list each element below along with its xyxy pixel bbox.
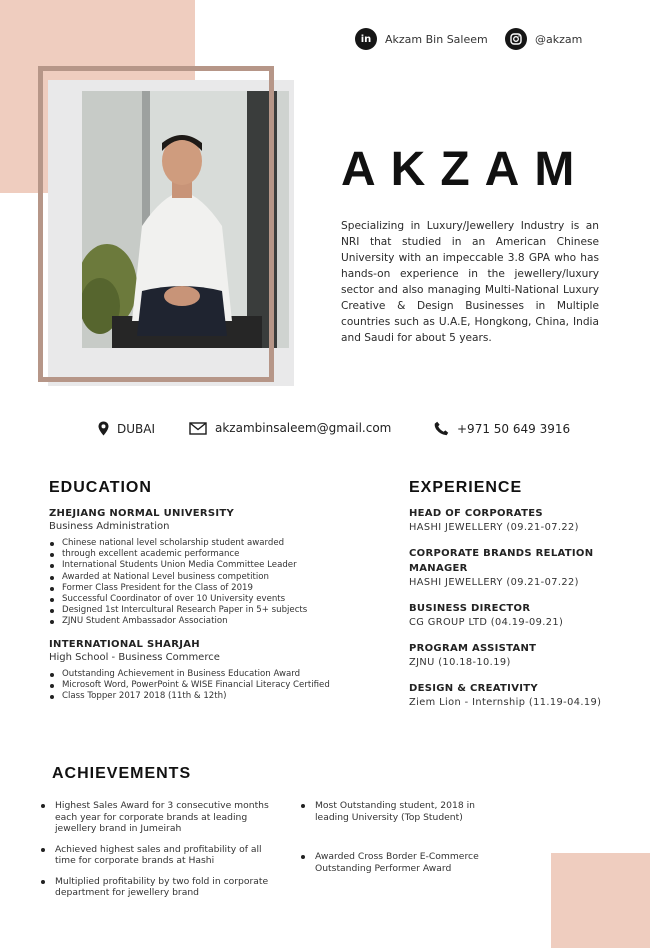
- job-entry: [409, 641, 629, 669]
- achievements-list-left: [39, 800, 285, 908]
- job-title: DESIGN & CREATIVITY: [409, 683, 538, 694]
- phone-icon: [434, 421, 449, 436]
- list-item: Chinese national level scholarship student awarded: [49, 538, 389, 549]
- job-entry: [409, 601, 629, 629]
- list-item: Most Outstanding student, 2018 in leading University (Top Student): [299, 800, 511, 823]
- linkedin-icon: in: [355, 28, 377, 50]
- contact-email[interactable]: [189, 421, 391, 435]
- experience-section: [409, 506, 629, 721]
- decor-block-bottom: [551, 853, 650, 948]
- job-detail: HASHI JEWELLERY (09.21-07.22): [409, 522, 579, 533]
- job-entry: [409, 546, 629, 589]
- list-item: Class Topper 2017 2018 (11th & 12th): [49, 691, 389, 702]
- contact-phone[interactable]: [434, 421, 570, 436]
- education-bullets: [49, 669, 389, 703]
- education-bullets: [49, 538, 389, 628]
- linkedin-handle: Akzam Bin Saleem: [385, 32, 488, 46]
- email-text: akzambinsaleem@gmail.com: [215, 421, 392, 435]
- list-item: Microsoft Word, PowerPoint & WISE Financial Literacy Certified: [49, 680, 389, 691]
- list-item: Successful Coordinator of over 10 University events: [49, 594, 389, 605]
- instagram-handle: @akzam: [535, 32, 583, 46]
- job-title: PROGRAM ASSISTANT: [409, 643, 537, 654]
- job-title: CORPORATE BRANDS RELATION MANAGER: [409, 548, 594, 574]
- degree: High School - Business Commerce: [49, 651, 220, 663]
- location-pin-icon: [98, 421, 109, 436]
- list-item: Multiplied profitability by two fold in corporate department for jewellery brand: [39, 876, 285, 899]
- job-title: BUSINESS DIRECTOR: [409, 603, 531, 614]
- instagram-icon: [505, 28, 527, 50]
- profile-summary: Specializing in Luxury/Jewellery Industry is an NRI that studied in an American Chinese University with an impeccable 3.8 GPA who has hands-on experience in the jewellery/luxury sector and also managing Multi-National Luxury Creative & Design Businesses in Multiple countries such as U.A.E, Hongkong, China, India and Saudi for about 5 years.: [341, 220, 599, 344]
- photo-frame: [38, 66, 274, 382]
- location-text: DUBAI: [117, 421, 156, 436]
- email-icon: [189, 422, 207, 435]
- education-entry: [49, 508, 389, 628]
- job-entry: [409, 681, 629, 709]
- list-item: Former Class President for the Class of 2019: [49, 583, 389, 594]
- list-item: ZJNU Student Ambassador Association: [49, 616, 389, 627]
- achievements-list-right: [299, 800, 511, 902]
- list-item: Designed 1st Intercultural Research Paper in 5+ subjects: [49, 605, 389, 616]
- list-item: through excellent academic performance: [49, 549, 389, 560]
- job-title: HEAD OF CORPORATES: [409, 508, 543, 519]
- achievements-heading: ACHIEVEMENTS: [52, 765, 192, 782]
- job-detail: CG GROUP LTD (04.19-09.21): [409, 617, 564, 628]
- job-detail: Ziem Lion - Internship (11.19-04.19): [409, 697, 602, 708]
- list-item: Outstanding Achievement in Business Education Award: [49, 669, 389, 680]
- list-item: Achieved highest sales and profitability of all time for corporate brands at Hashi: [39, 844, 285, 867]
- experience-heading: EXPERIENCE: [409, 479, 523, 496]
- list-item: Awarded at National Level business competition: [49, 572, 389, 583]
- degree: Business Administration: [49, 521, 170, 532]
- list-item: Highest Sales Award for 3 consecutive months each year for corporate brands at leading jewellery brand in Jumeirah: [39, 800, 285, 835]
- job-entry: [409, 506, 629, 534]
- job-detail: ZJNU (10.18-10.19): [409, 657, 511, 668]
- instagram-link[interactable]: [505, 28, 582, 50]
- job-detail: HASHI JEWELLERY (09.21-07.22): [409, 577, 579, 588]
- school-name: INTERNATIONAL SHARJAH: [49, 638, 200, 650]
- contact-location: [98, 421, 155, 436]
- school-name: ZHEJIANG NORMAL UNIVERSITY: [49, 508, 235, 519]
- education-entry: [49, 639, 389, 703]
- phone-text: +971 50 649 3916: [457, 421, 571, 436]
- education-heading: EDUCATION: [49, 479, 152, 496]
- list-item: International Students Union Media Committee Leader: [49, 560, 389, 571]
- education-section: [49, 508, 389, 702]
- linkedin-link[interactable]: [355, 28, 488, 50]
- list-item: Awarded Cross Border E-Commerce Outstanding Performer Award: [299, 851, 511, 874]
- candidate-name: AKZAM: [341, 143, 590, 196]
